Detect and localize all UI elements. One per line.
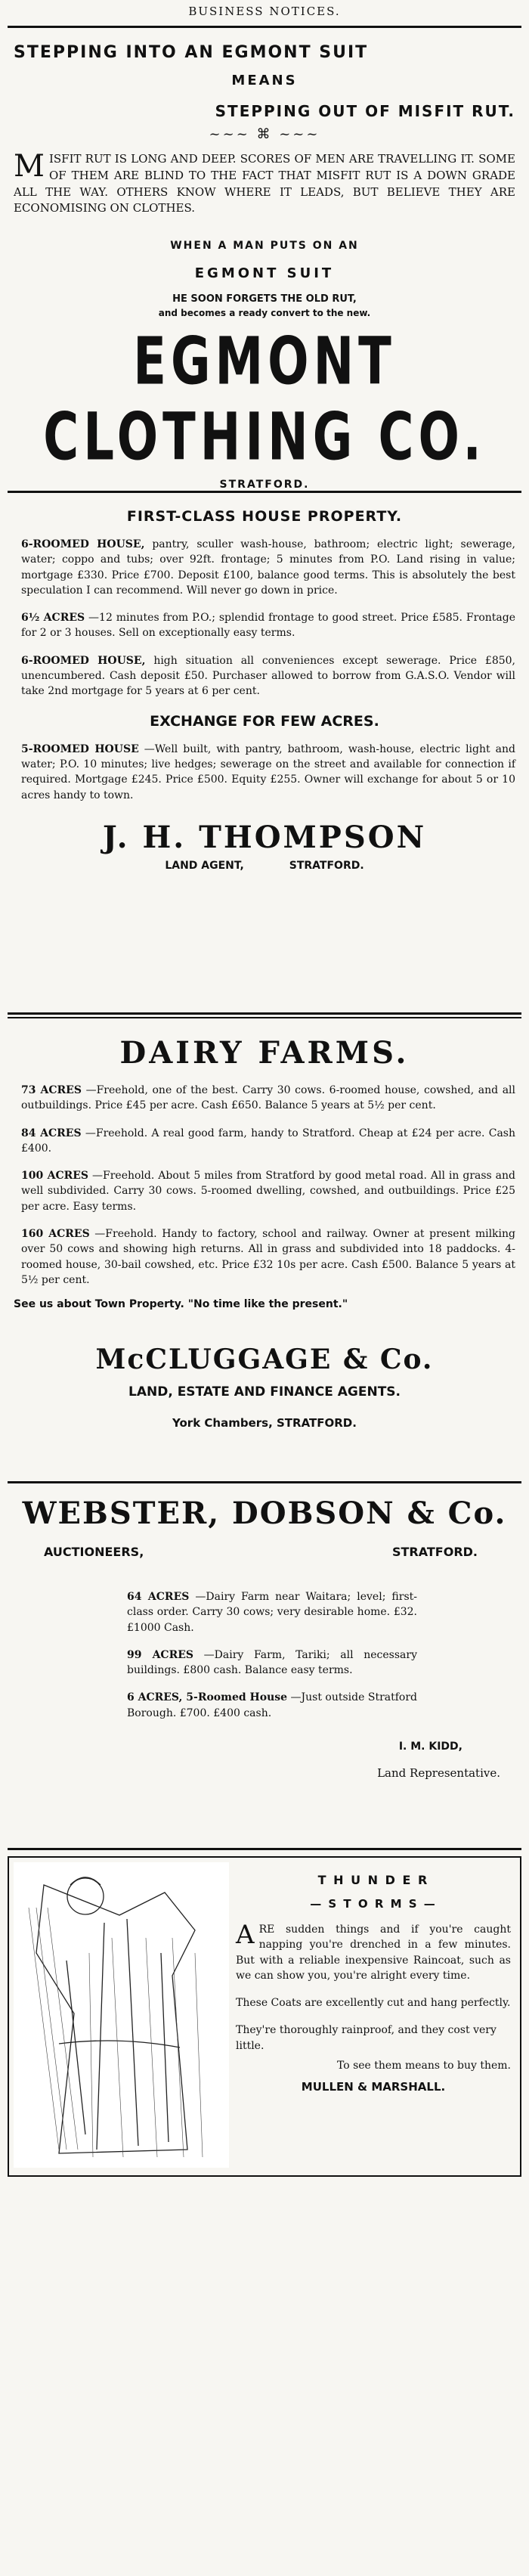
webster-agent: I. M. KIDD, bbox=[398, 1741, 462, 1753]
listing bbox=[21, 742, 515, 803]
listing-text: —Dairy Farm near Waitara; level; first-class order. Carry 30 cows; very desirable home. £32. £1000 Cash. bbox=[127, 1591, 418, 1634]
divider bbox=[8, 1012, 521, 1015]
mccluggage-ad bbox=[8, 1018, 521, 1481]
listing-text: —Freehold. Handy to factory, school and railway. Owner at present milking over 50 cows and showing high returns. All in grass and subdivided into 18 paddocks. 4-roomed house, 30-bail cowshed, etc. Price £32 10s per acre. Cash £500. Balance 5 years at 5½ per cent. bbox=[21, 1228, 515, 1286]
exchange-heading: EXCHANGE FOR FEW ACRES. bbox=[150, 712, 379, 730]
thompson-sub bbox=[14, 860, 515, 872]
listing-text: —Just outside Stratford Borough. £700. £400 cash. bbox=[127, 1691, 417, 1719]
mullen-p3: They're thoroughly rainproof, and they cost very little. bbox=[236, 2024, 497, 2052]
listing-lead: 73 ACRES bbox=[21, 1084, 82, 1096]
mccluggage-address: York Chambers, STRATFORD. bbox=[172, 1416, 357, 1431]
listing-text: pantry, sculler wash-house, bathroom; electric light; sewerage, water; coppo and tubs; over 92ft. frontage; 5 minutes from P.O. Land rising in value; mortgage £330. Price £700. Deposit £100, balance good terms. This is absolutely the best speculation I can recommend. Will never go down in price. bbox=[21, 538, 516, 597]
newspaper-page bbox=[8, 0, 521, 2177]
thompson-name: J. H. THOMPSON bbox=[102, 819, 427, 855]
listing-text: high situation all conveniences except sewerage. Price £850, unencumbered. Cash deposit £50. Purchaser allowed to borrow from G.A.S.O. Vendor will take 2nd mortgage for 5 years at 6 per cent. bbox=[21, 654, 515, 698]
listing-lead: 6-ROOMED HOUSE, bbox=[21, 538, 145, 550]
webster-sub-left: AUCTIONEERS, bbox=[44, 1545, 144, 1559]
mccluggage-sub: LAND, ESTATE AND FINANCE AGENTS. bbox=[128, 1384, 401, 1400]
divider bbox=[8, 1848, 521, 1850]
listing-lead: 64 ACRES bbox=[127, 1591, 190, 1603]
listing-lead: 100 ACRES bbox=[21, 1170, 89, 1183]
listing-lead: 99 ACRES bbox=[127, 1648, 193, 1661]
storms: — S T O R M S — bbox=[310, 1897, 437, 1911]
listing bbox=[21, 537, 515, 598]
egmont-forgets: HE SOON FORGETS THE OLD RUT, bbox=[172, 293, 357, 305]
listing-lead: 5-ROOMED HOUSE bbox=[21, 742, 139, 755]
webster-agent-title: Land Representative. bbox=[377, 1766, 500, 1781]
thompson-sub-right: STRATFORD. bbox=[289, 859, 364, 872]
listing bbox=[127, 1690, 417, 1721]
listing-lead: 6-ROOMED HOUSE, bbox=[21, 654, 146, 667]
listing-text: —Well built, with pantry, bathroom, wash-house, electric light and water; P.O. 10 minutes; live hedges; sewerage on the street and available for connection if required. Mortgage £245. Price £500. Equity £255. Owner will exchange for about 5 or 10 acres handy to town. bbox=[21, 742, 515, 801]
listing-lead: 6½ ACRES bbox=[21, 612, 85, 625]
egmont-ad bbox=[8, 28, 521, 491]
listing bbox=[21, 1126, 515, 1157]
ornament: ~~~ ⌘ ~~~ bbox=[209, 126, 320, 142]
egmont-when: WHEN A MAN PUTS ON AN bbox=[170, 240, 359, 252]
listing bbox=[21, 610, 515, 641]
thompson-ad bbox=[8, 493, 521, 1012]
dairy-heading: DAIRY FARMS. bbox=[119, 1035, 410, 1071]
egmont-para-block bbox=[14, 151, 515, 217]
listing-lead: 160 ACRES bbox=[21, 1228, 90, 1241]
listing-text: —Dairy Farm, Tariki; all necessary buildings. £800 cash. Balance easy terms. bbox=[127, 1648, 417, 1677]
egmont-town: STRATFORD. bbox=[219, 479, 310, 491]
egmont-logo: EGMONT CLOTHING CO. bbox=[43, 324, 486, 476]
egmont-suit: EGMONT SUIT bbox=[194, 265, 335, 281]
listing bbox=[21, 653, 515, 699]
listing bbox=[127, 1589, 417, 1635]
webster-ad bbox=[8, 1483, 521, 1848]
listing-lead: 84 ACRES bbox=[21, 1127, 82, 1139]
webster-sub bbox=[14, 1545, 515, 1559]
listing-text: —Freehold. A real good farm, handy to Stratford. Cheap at £24 per acre. Cash £400. bbox=[21, 1127, 515, 1155]
listing-text: —12 minutes from P.O.; splendid frontage to good street. Price £585. Frontage for 2 or 3 houses. Sell on exceptionally easy terms. bbox=[21, 612, 515, 640]
webster-name: WEBSTER, DOBSON & Co. bbox=[22, 1496, 507, 1531]
thompson-sub-left: LAND AGENT, bbox=[165, 859, 244, 872]
raincoat-illustration bbox=[14, 1862, 229, 2168]
listing-text: —Freehold, one of the best. Carry 30 cows. 6-roomed house, cowshed, and all outbuildings. Price £45 per acre. Cash £650. Balance 5 years at 5½ per cent. bbox=[21, 1084, 516, 1112]
egmont-paragraph: ISFIT RUT IS LONG AND DEEP. SCORES OF MEN ARE TRAVELLING IT. SOME OF THEM ARE BLIND TO THE FACT THAT MISFIT RUT IS A DOWN GRADE ALL THE WAY. OTHERS KNOW WHERE IT LEADS, BUT BELIEVE THEY ARE ECONOMISING ON CLOTHES. bbox=[14, 152, 515, 215]
raincoat-drawing bbox=[14, 1862, 229, 2168]
webster-listings bbox=[127, 1589, 417, 1721]
listing bbox=[21, 1226, 515, 1288]
mullen-text bbox=[236, 1868, 511, 2096]
egmont-line3: STEPPING OUT OF MISFIT RUT. bbox=[215, 102, 515, 120]
thunder: T H U N D E R bbox=[317, 1873, 429, 1887]
egmont-convert: and becomes a ready convert to the new. bbox=[158, 308, 371, 318]
mullen-p2: These Coats are excellently cut and hang perfectly. bbox=[236, 1997, 511, 2010]
webster-sub-right: STRATFORD. bbox=[391, 1545, 478, 1559]
mullen-p1: RE sudden things and if you're caught napping you're drenched in a few minutes. But with a reliable inexpensive Raincoat, such as we can show you, you're alright every time. bbox=[236, 1923, 511, 1982]
listing-lead: 6 ACRES, 5-Roomed House bbox=[127, 1691, 288, 1704]
listing bbox=[21, 1083, 515, 1114]
listing bbox=[127, 1648, 417, 1679]
mullen-ad bbox=[8, 1856, 521, 2177]
egmont-line1: STEPPING INTO AN EGMONT SUIT bbox=[14, 43, 369, 62]
drop-cap: M bbox=[14, 149, 45, 184]
egmont-line2: MEANS bbox=[231, 73, 298, 88]
drop-cap: A bbox=[236, 1919, 255, 1950]
mccluggage-name: McCLUGGAGE & Co. bbox=[95, 1344, 434, 1376]
mullen-p4: To see them means to buy them. bbox=[336, 2060, 511, 2072]
listing-text: —Freehold. About 5 miles from Stratford by good metal road. All in grass and well subdivided. Carry 30 cows. 5-roomed dwelling, cowshed, and outbuildings. Price £25 per acre. Easy terms. bbox=[21, 1170, 516, 1213]
listing bbox=[21, 1168, 515, 1214]
thompson-heading: FIRST-CLASS HOUSE PROPERTY. bbox=[126, 508, 403, 525]
page-header: BUSINESS NOTICES. bbox=[188, 5, 341, 18]
mccluggage-note: See us about Town Property. "No time like the present." bbox=[14, 1298, 348, 1311]
mullen-para1 bbox=[236, 1919, 511, 1983]
mullen-name: MULLEN & MARSHALL. bbox=[301, 2080, 446, 2094]
